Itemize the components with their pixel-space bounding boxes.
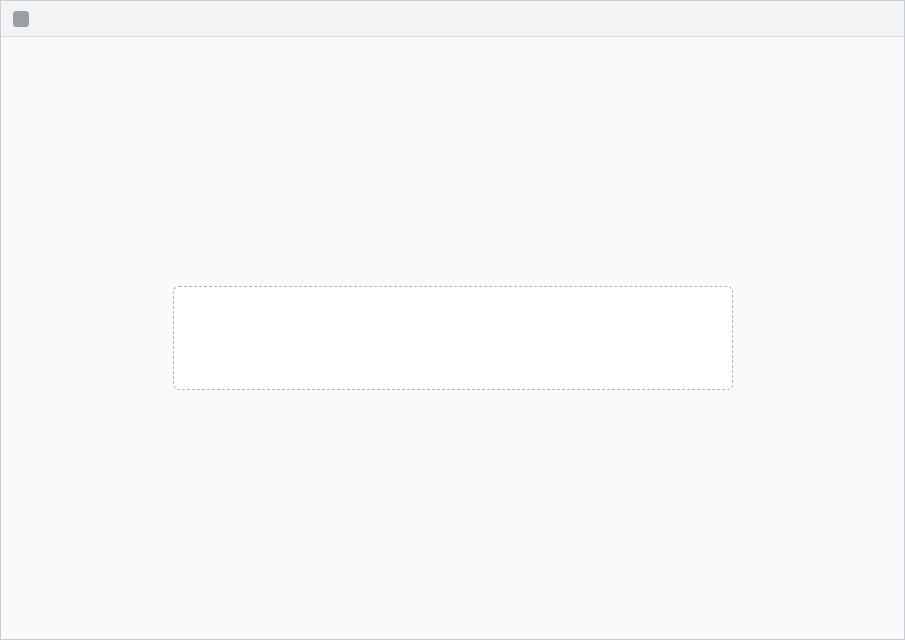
window-controls [800,8,892,30]
maximize-button[interactable] [832,8,860,30]
content-heading [198,315,708,333]
app-icon [13,11,29,27]
content-body [198,343,708,361]
title-bar [1,1,904,37]
close-button[interactable] [864,8,892,30]
content-panel [173,286,733,390]
main-content [1,37,904,639]
minimize-button[interactable] [800,8,828,30]
